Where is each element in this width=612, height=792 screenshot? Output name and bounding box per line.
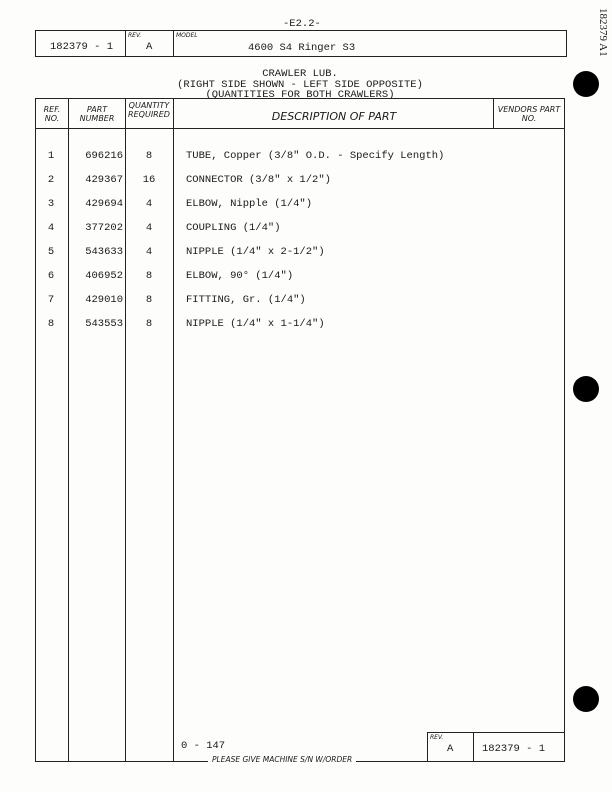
quantity: 4 (145, 222, 153, 234)
binder-hole-bottom (573, 686, 599, 712)
footer-rev-box (427, 732, 565, 761)
page-code: 0 - 147 (181, 740, 226, 752)
section-subtitle: (RIGHT SIDE SHOWN - LEFT SIDE OPPOSITE) (177, 79, 423, 91)
ref-no: 7 (47, 294, 55, 306)
ref-no: 8 (47, 318, 55, 330)
table-row (35, 246, 535, 260)
side-document-id: 182379 A1 (597, 8, 609, 57)
doc-number: 182379 - 1 (50, 41, 114, 53)
quantity: 8 (145, 270, 153, 282)
header-quantity-required: QUANTITY REQUIRED (128, 101, 170, 119)
rev-value: A (146, 41, 153, 53)
description: CONNECTOR (3/8" x 1/2") (186, 174, 331, 186)
description: COUPLING (1/4") (186, 222, 281, 234)
quantity: 8 (145, 318, 153, 330)
model-value: 4600 S4 Ringer S3 (248, 42, 356, 54)
table-row (35, 198, 535, 212)
ref-no: 2 (47, 174, 55, 186)
description: NIPPLE (1/4" x 1-1/4") (186, 318, 325, 330)
footer-notice (170, 755, 415, 767)
table-row (35, 318, 535, 332)
part-number: 543633 (85, 246, 123, 258)
quantity: 4 (145, 246, 153, 258)
ref-no: 3 (47, 198, 55, 210)
part-number: 696216 (85, 150, 123, 162)
part-number: 406952 (85, 270, 123, 282)
part-number: 429694 (85, 198, 123, 210)
header-description: DESCRIPTION OF PART (271, 110, 397, 123)
ref-no: 6 (47, 270, 55, 282)
binder-hole-middle (573, 376, 599, 402)
header-vendors-part-no: VENDORS PART NO. (497, 105, 561, 123)
quantity: 16 (142, 174, 156, 186)
description: TUBE, Copper (3/8" O.D. - Specify Length) (186, 150, 445, 162)
part-number: 429367 (85, 174, 123, 186)
rev-label: REV. (128, 32, 142, 39)
model-label: MODEL (176, 32, 198, 39)
description: ELBOW, 90° (1/4") (186, 270, 294, 282)
section-quantity-note: (QUANTITIES FOR BOTH CRAWLERS) (205, 89, 395, 101)
footer-rev-label: REV. (430, 734, 444, 741)
table-row (35, 270, 535, 284)
top-id-box (35, 30, 567, 57)
table-row (35, 174, 535, 188)
page-header: -E2.2- (283, 18, 321, 30)
table-row (35, 222, 535, 236)
quantity: 4 (145, 198, 153, 210)
part-number: 377202 (85, 222, 123, 234)
section-title: CRAWLER LUB. (262, 68, 338, 80)
description: FITTING, Gr. (1/4") (186, 294, 306, 306)
footer-rev-value: A (447, 743, 454, 755)
table-row (35, 150, 535, 164)
ref-no: 1 (47, 150, 55, 162)
header-ref-no: REF. NO. (43, 105, 61, 123)
quantity: 8 (145, 294, 153, 306)
quantity: 8 (145, 150, 153, 162)
description: ELBOW, Nipple (1/4") (186, 198, 313, 210)
header-part-number: PART NUMBER (79, 105, 115, 123)
ref-no: 5 (47, 246, 55, 258)
footer-notice-text: PLEASE GIVE MACHINE S/N W/ORDER (208, 755, 356, 764)
description: NIPPLE (1/4" x 2-1/2") (186, 246, 325, 258)
footer-doc-number: 182379 - 1 (482, 743, 546, 755)
part-number: 543553 (85, 318, 123, 330)
ref-no: 4 (47, 222, 55, 234)
part-number: 429010 (85, 294, 123, 306)
table-row (35, 294, 535, 308)
